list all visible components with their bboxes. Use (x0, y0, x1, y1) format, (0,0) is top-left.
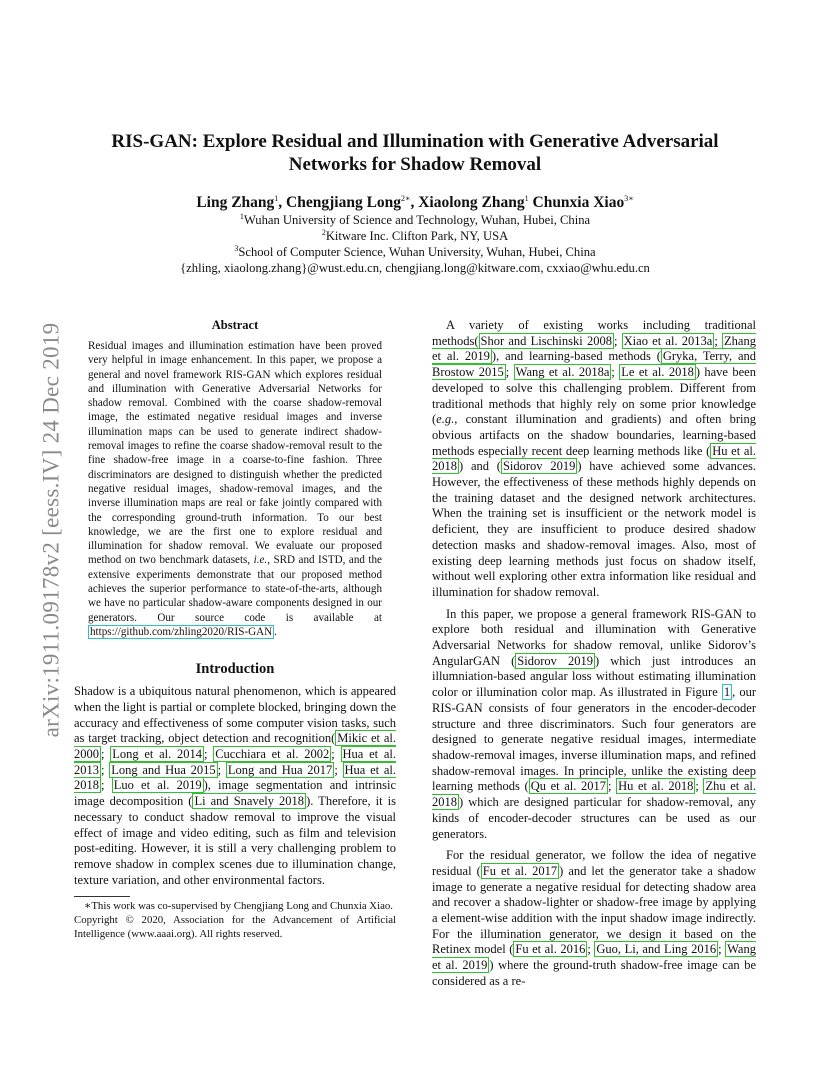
title-line-1: RIS-GAN: Explore Residual and Illumination with Generative Adversarial (111, 131, 719, 152)
citation-link[interactable]: Long and Hua 2015 (111, 762, 216, 777)
introduction-heading: Introduction (195, 661, 275, 678)
author: Ling Zhang$^1$ (196, 193, 279, 211)
body-paragraph: For the residual generator, we follow the idea of negative residual ( Fu et al. 2017 ) and let the generator take a shadow image to generate a negative residual for detecting shadow area and recover a shadow-lighter or shadow-free image by applying a element-wise addition with the input shadow image indirectly. For the illumination generator, we design it based on the Retinex model ( Fu et al. 2016 ; Guo, Li, and Ling 2016 ; Wang et al. 2019 ) where the ground-truth shadow-free image can be considered as a re- (432, 848, 756, 988)
source-code-link[interactable]: https://github.com/zhling2020/RIS-GAN (90, 625, 273, 638)
citation-link[interactable]: Fu et al. 2017 (482, 863, 558, 878)
citation-link[interactable]: Sidorov 2019 (517, 653, 593, 668)
citation-link[interactable]: Xiao et al. 2013a (623, 333, 713, 348)
citation-link[interactable]: Mikic et al. 2000 (74, 731, 396, 762)
citation-link[interactable]: Sidorov 2019 (502, 459, 576, 474)
citation-link[interactable]: Long et al. 2014 (112, 747, 202, 762)
citation-link[interactable]: Fu et al. 2016 (515, 942, 586, 957)
title-line-2: Networks for Shadow Removal (288, 154, 542, 175)
author: Xiaolong Zhang$^1$ (418, 193, 529, 211)
citation-link[interactable]: Qu et al. 2017 (530, 779, 606, 794)
author-list: Ling Zhang$^1$, Chengjiang Long$^{2∗}$, Xiaolong Zhang$^1$ Chunxia Xiao$^{3∗}$ (196, 193, 634, 211)
body-paragraph: In this paper, we propose a general framework RIS-GAN to explore both residual and illumination with Generative Adversarial Networks for shadow removal, unlike Sidorov’s AngularGAN ( Sidorov 2019 ) which just introduces an illumniation-based angular loss without estimating illumination color or illumination color map. As illustrated in Figure 1 , our RIS-GAN consists of four generators in the encoder-decoder structure and three discriminators. Such four generators are designed to generate negative residual images, intermediate shadow-removal images, inverse illumination maps, and refined shadow-removal images. In principle, unlike the existing deep learning methods ( Qu et al. 2017 ; Hu et al. 2018 ; Zhu et al. 2018 ) which are designed particular for shadow-removal, any kinds of encoder-decoder structures can be used as our generators. (432, 606, 756, 841)
abstract-text: Residual images and illumination estimation have been proved very helpful in image enhancement. In this paper, we propose a general and novel framework RIS-GAN which explores residual and illumination with Generative Adversarial Networks for shadow removal. Combined with the coarse shadow-removal image, the estimated negative residual images and inverse illumination maps can be used to generate indirect shadow-removal images to refine the coarse shadow-removal result to the fine shadow-free image in a coarse-to-fine fashion. Three discriminators are designed to distinguish whether the predicted negative residual images, shadow-removal images, and the inverse illumination maps are real or fake jointly compared with the corresponding ground-truth information. To our best knowledge, we are the first one to explore residual and illumination for shadow removal. We evaluate our proposed method on two benchmark datasets, i.e., SRD and ISTD, and the extensive experiments demonstrate that our proposed method achieves the superior performance to state-of-the-arts, although we have no particular shadow-aware components designed in our generators. Our source code is available at https://github.com/zhling2020/RIS-GAN . (88, 340, 382, 638)
footnote-rule (74, 896, 130, 897)
author: Chengjiang Long$^{2∗}$ (286, 193, 411, 211)
citation-link[interactable]: Cucchiara et al. 2002 (215, 747, 330, 762)
arxiv-stamp (36, 290, 66, 770)
citation-link[interactable]: Hu et al. 2018 (432, 443, 756, 474)
intro-paragraph: Shadow is a ubiquitous natural phenomenon, which is appeared when the light is partial or complete blocked, bringing down the accuracy and effectiveness of some computer vision tasks, such as target tracking, object detection and recognition( Mikic et al. 2000 ; Long et al. 2014 ; Cucchiara et al. 2002 ; Hua et al. 2013 ; Long and Hua 2015 ; Long and Hua 2017 ; Hua et al. 2018 ; Luo et al. 2019 ), image segmentation and intrinsic image decomposition ( Li and Snavely 2018 ). Therefore, it is necessary to conduct shadow removal to improve the visual effect of image and video editing, such as film and television post-editing. However, it is still a very challenging problem to remove shadow in complex scenes due to illumination change, texture variation, and other environmental factors. (74, 684, 396, 887)
arxiv-stamp-text: arXiv:1911.09178v2 [eess.IV] 24 Dec 2019 (38, 322, 63, 738)
citation-link[interactable]: Le et al. 2018 (621, 365, 694, 380)
right-column (432, 318, 756, 996)
citation-link[interactable]: Li and Snavely 2018 (194, 794, 305, 809)
citation-link[interactable]: Shor and Lischinski 2008 (480, 333, 612, 348)
affiliation: $^1$Wuhan University of Science and Technology, Wuhan, Hubei, China (239, 211, 591, 227)
affiliation: $^3$School of Computer Science, Wuhan University, Wuhan, Hubei, China (234, 243, 596, 259)
copyright-notice: Copyright © 2020, Association for the Advancement of Artificial Intelligence (www.aaai.org). All rights reserved. (74, 913, 396, 940)
citation-link[interactable]: Guo, Li, and Ling 2016 (596, 942, 717, 957)
abstract-heading: Abstract (211, 318, 259, 332)
footnote-note: ∗This work was co-supervised by Chengjiang Long and Chunxia Xiao. (84, 900, 393, 912)
footnote (74, 900, 396, 941)
citation-link[interactable]: Wang et al. 2018a (515, 365, 610, 380)
body-paragraph: A variety of existing works including traditional methods( Shor and Lischinski 2008 ; Xiao et al. 2013a ; Zhang et al. 2019 ), and learning-based methods ( Gryka, Terry, and Brostow 2015 ; Wang et al. 2018a ; Le et al. 2018 ) have been developed to solve this challenging problem. Different from traditional methods that highly rely on some prior knowledge (e.g., constant illumination and gradients) and often bring obvious artifacts on the shadow boundaries, learning-based methods especially recent deep learning methods like ( Hu et al. 2018 ) and ( Sidorov 2019 ) have achieved some advances. However, the effectiveness of these methods highly depends on the training dataset and the designed network architectures. When the training set is insufficient or the network model is deficient, they are insufficient to produce desired shadow detection masks and shadow-removal images. Also, most of existing deep learning methods just focus on shadow itself, without well exploring other extra information like residual and illumination for shadow removal. (432, 318, 757, 599)
author: Chunxia Xiao$^{3∗}$ (532, 193, 634, 211)
author-emails: {zhling, xiaolong.zhang}@wust.edu.cn, chengjiang.long@kitware.com, cxxiao@whu.edu.cn (180, 261, 650, 275)
citation-link[interactable]: Zhu et al. 2018 (432, 779, 756, 810)
affiliation: $^2$Kitware Inc. Clifton Park, NY, USA (321, 227, 509, 243)
left-column (74, 318, 396, 888)
citation-link[interactable]: Luo et al. 2019 (113, 778, 202, 793)
citation-link[interactable]: Hu et al. 2018 (618, 779, 694, 794)
citation-link[interactable]: Wang et al. 2019 (432, 942, 756, 973)
citation-link[interactable]: Gryka, Terry, and Brostow 2015 (432, 349, 756, 380)
citation-link[interactable]: Long and Hua 2017 (227, 762, 333, 777)
figure-link[interactable]: 1 (723, 685, 731, 700)
paper-title (74, 130, 756, 176)
affiliations (74, 212, 756, 276)
citation-link[interactable]: Hua et al. 2018 (74, 762, 396, 793)
citation-link[interactable]: Zhang et al. 2019 (432, 333, 756, 364)
citation-link[interactable]: Hua et al. 2013 (74, 747, 396, 777)
